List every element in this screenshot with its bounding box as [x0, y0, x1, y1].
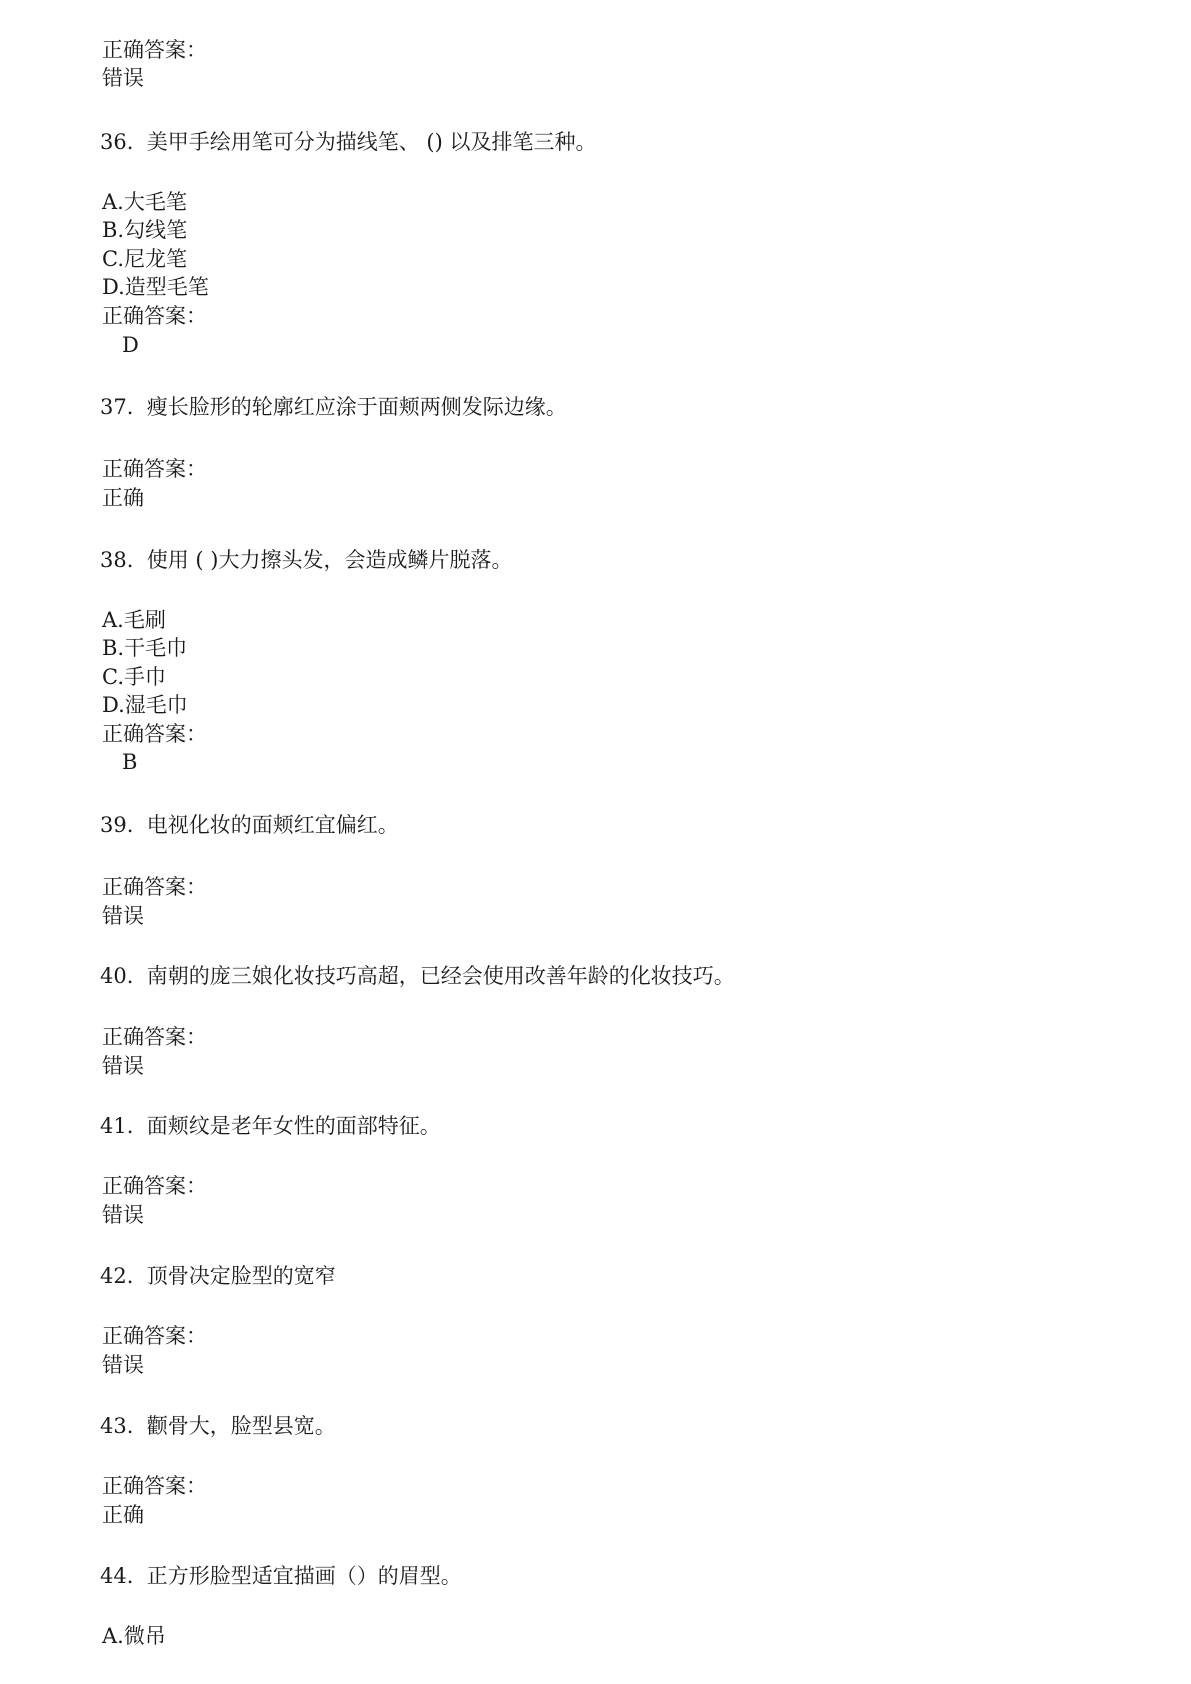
option-text: B.勾线笔 [102, 218, 188, 242]
option-text: A.毛刷 [102, 608, 166, 632]
option-text: D.造型毛笔 [102, 275, 209, 299]
question-text: 37. 瘦长脸形的轮廓红应涂于面颊两侧发际边缘。 [100, 395, 567, 419]
question-text: 36. 美甲手绘用笔可分为描线笔、 () 以及排笔三种。 [100, 130, 597, 154]
answer-label: 正确答案： [102, 722, 207, 746]
answer-value: 错误 [102, 1203, 144, 1227]
question-text: 41. 面颊纹是老年女性的面部特征。 [100, 1114, 441, 1138]
answer-value: 正确 [102, 1503, 144, 1527]
answer-value: 错误 [102, 904, 144, 928]
answer-value: 错误 [102, 66, 144, 90]
question-text: 40. 南朝的庞三娘化妆技巧高超，已经会使用改善年龄的化妆技巧。 [100, 964, 735, 988]
option-text: C.尼龙笔 [102, 247, 187, 271]
answer-value: 错误 [102, 1353, 144, 1377]
answer-value: 错误 [102, 1054, 144, 1078]
answer-value: D [122, 333, 139, 357]
answer-label: 正确答案： [102, 1174, 207, 1198]
answer-label: 正确答案： [102, 1324, 207, 1348]
option-text: D.湿毛巾 [102, 693, 188, 717]
answer-label: 正确答案： [102, 1025, 207, 1049]
answer-value: 正确 [102, 486, 144, 510]
option-text: A.大毛笔 [102, 190, 187, 214]
option-text: A.微吊 [102, 1624, 166, 1648]
question-text: 44. 正方形脸型适宜描画（）的眉型。 [100, 1564, 462, 1588]
answer-label: 正确答案： [102, 875, 207, 899]
answer-label: 正确答案： [102, 38, 207, 62]
question-text: 43. 颧骨大，脸型县宽。 [100, 1414, 336, 1438]
question-text: 42. 顶骨决定脸型的宽窄 [100, 1264, 336, 1288]
answer-value: B [122, 750, 138, 774]
option-text: C.手巾 [102, 665, 166, 689]
answer-label: 正确答案： [102, 304, 207, 328]
answer-label: 正确答案： [102, 457, 207, 481]
question-text: 39. 电视化妆的面颊红宜偏红。 [100, 813, 399, 837]
option-text: B.干毛巾 [102, 636, 188, 660]
answer-label: 正确答案： [102, 1474, 207, 1498]
question-text: 38. 使用 ( )大力擦头发，会造成鳞片脱落。 [100, 548, 513, 572]
